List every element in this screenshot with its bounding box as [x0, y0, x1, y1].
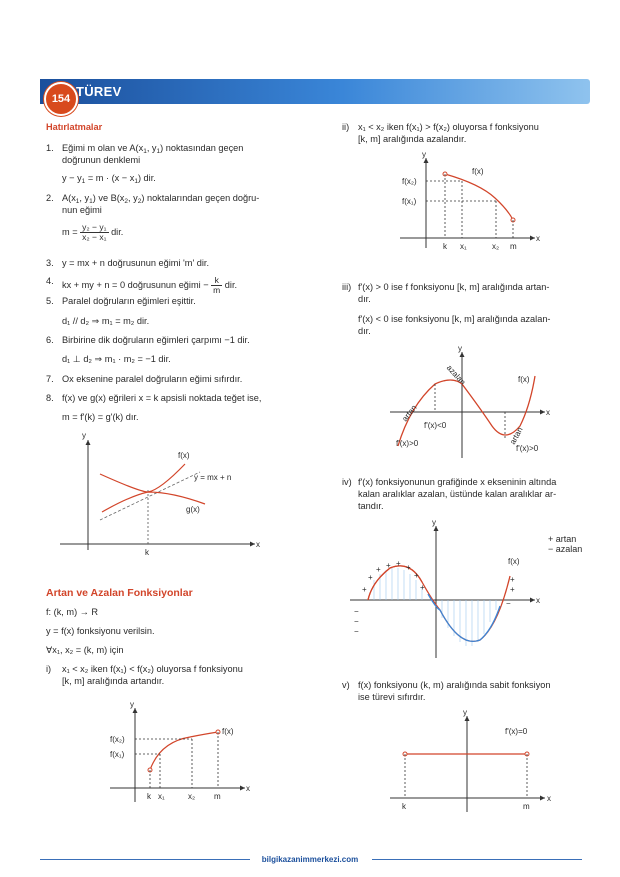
item7-text: Ox eksenine paralel doğruların eğimi sıfırdır. — [62, 374, 243, 384]
chapter-header-bar — [40, 79, 590, 104]
item-ii-line2: [k, m] aralığında azalandır. — [358, 134, 467, 144]
constant-graph — [385, 710, 560, 815]
graph6-y-label: y — [463, 708, 467, 717]
graph4-y-label: y — [458, 344, 462, 353]
graph3-x-label: x — [536, 234, 540, 243]
item-roman-iv: iv) — [342, 477, 352, 487]
graph6-fprime-label: f'(x)=0 — [505, 727, 528, 736]
plus-sign: + — [362, 585, 367, 594]
plus-sign: + — [396, 559, 401, 568]
graph1-x-label: x — [256, 540, 260, 549]
reminders-heading: Hatırlatmalar — [46, 122, 103, 132]
graph1-k-label: k — [145, 548, 149, 557]
item8-formula: m = f'(k) = g'(k) dır. — [62, 412, 139, 422]
graph1-gx-label: g(x) — [186, 505, 200, 514]
plus-sign: + — [368, 573, 373, 582]
graph5-x-label: x — [536, 596, 540, 605]
item-iii-line3: f'(x) < 0 ise fonksiyonu [k, m] aralığında azalan- — [358, 314, 551, 324]
graph6-m-label: m — [523, 802, 530, 811]
minus-sign: − — [354, 627, 359, 636]
plus-sign: + — [420, 583, 425, 592]
graph1-y-label: y — [82, 431, 86, 440]
item-v-line1: f(x) fonksiyonu (k, m) aralığında sabit fonksiyon — [358, 680, 551, 690]
item3-text: y = mx + n doğrusunun eğimi 'm' dir. — [62, 258, 210, 268]
definition-forall: ∀x₁, x₂ = (k, m) için — [46, 645, 124, 655]
item-i-line2: [k, m] aralığında artandır. — [62, 676, 165, 686]
graph3-fx2-label: f(x₂) — [402, 177, 417, 186]
graph3-y-label: y — [422, 150, 426, 159]
graph2-x1-label: x₁ — [158, 792, 165, 801]
graph5-legend-artan: + artan — [548, 534, 577, 544]
graph6-k-label: k — [402, 802, 406, 811]
plus-sign: + — [386, 561, 391, 570]
minus-sign: − — [354, 607, 359, 616]
plus-sign: + — [376, 565, 381, 574]
minus-sign: − — [354, 617, 359, 626]
item1-line2: doğrunun denklemi — [62, 155, 141, 165]
footer-website: bilgikazanimmerkezi.com — [261, 855, 359, 864]
graph4-fneg-label: f'(x)<0 — [424, 421, 447, 430]
graph4-azalan-label: azalan — [444, 363, 468, 387]
graph4-artan2-label: artan — [508, 425, 525, 446]
item-number: 2. — [46, 193, 54, 203]
item-roman-v: v) — [342, 680, 350, 690]
section-heading: Artan ve Azalan Fonksiyonlar — [46, 587, 193, 599]
plus-sign: + — [510, 575, 515, 584]
item8-line1: f(x) ve g(x) eğrileri x = k apsisli noktada teğet ise, — [62, 393, 262, 403]
graph4-fpos2-label: f'(x)>0 — [516, 444, 539, 453]
item-number: 1. — [46, 143, 54, 153]
item-iii-line2: dır. — [358, 294, 371, 304]
item-v-line2: ise türevi sıfırdır. — [358, 692, 426, 702]
graph2-fx2-label: f(x₂) — [110, 735, 125, 744]
graph2-fx-label: f(x) — [222, 727, 234, 736]
item-i-line1: x₁ < x₂ iken f(x₁) < f(x₂) oluyorsa f fonksiyonu — [62, 664, 243, 674]
graph3-x1-label: x₁ — [460, 242, 467, 251]
graph4-x-label: x — [546, 408, 550, 417]
plus-sign: + — [406, 563, 411, 572]
page-number-badge: 154 — [44, 82, 78, 116]
item6-text: Birbirine dik doğruların eğimleri çarpımı −1 dir. — [62, 335, 250, 345]
item4-text: kx + my + n = 0 doğrusunun eğimi − $\frac{k}{m}$ dir. — [62, 275, 238, 295]
increasing-graph — [100, 702, 260, 812]
sign-region-graph — [340, 518, 590, 668]
item-iii-line4: dır. — [358, 326, 371, 336]
item1-line1: Eğimi m olan ve $A(x_1$, $y_1$) noktasından geçen — [62, 143, 244, 155]
item-iv-line3: tandır. — [358, 501, 384, 511]
graph5-legend-azalan: − azalan — [548, 544, 583, 554]
graph1-line-label: y = mx + n — [194, 473, 232, 482]
minus-sign: − — [506, 599, 511, 608]
item-iv-line1: f'(x) fonksiyonunun grafiğinde x ekseninin altında — [358, 477, 557, 487]
graph6-x-label: x — [547, 794, 551, 803]
derivative-sign-graph — [380, 346, 570, 466]
item-number: 8. — [46, 393, 54, 403]
plus-sign: + — [510, 585, 515, 594]
item5-formula: d₁ // d₂ ⇒ m₁ = m₂ dir. — [62, 316, 150, 326]
item-number: 7. — [46, 374, 54, 384]
graph3-x2-label: x₂ — [492, 242, 500, 251]
graph2-k-label: k — [147, 792, 151, 801]
graph4-fx-label: f(x) — [518, 375, 530, 384]
graph3-m-label: m — [510, 242, 517, 251]
item-roman-i: i) — [46, 664, 52, 674]
graph4-fpos1-label: f'(x)>0 — [396, 439, 419, 448]
graph2-x2-label: x₂ — [188, 792, 196, 801]
graph3-fx-label: f(x) — [472, 167, 484, 176]
graph1-fx-label: f(x) — [178, 451, 190, 460]
item-roman-ii: ii) — [342, 122, 350, 132]
decreasing-graph — [390, 152, 550, 257]
item2-line1: $A(x_1$, $y_1$) ve $B(x_2$, $y_2$) noktalarından geçen doğru- — [62, 193, 260, 205]
definition-function: y = f(x) fonksiyonu verilsin. — [46, 626, 155, 636]
graph2-fx1-label: f(x₁) — [110, 750, 125, 759]
item1-formula: $y - y_1 = m \cdot (x - x_1)$ dir. — [62, 173, 156, 185]
graph2-y-label: y — [130, 700, 134, 709]
plus-sign: + — [414, 571, 419, 580]
item2-formula: m = $\frac{\text{y₂ − y₁}}{\text{x₂ − x₁}}$ dir. — [62, 222, 124, 242]
item-number: 6. — [46, 335, 54, 345]
item-number: 5. — [46, 296, 54, 306]
graph3-k-label: k — [443, 242, 447, 251]
item-iii-line1: f'(x) > 0 ise f fonksiyonu [k, m] aralığında artan- — [358, 282, 550, 292]
item-iv-line2: kalan aralıklar azalan, üstünde kalan aralıklar ar- — [358, 489, 557, 499]
graph2-m-label: m — [214, 792, 221, 801]
tangent-graph — [60, 432, 270, 562]
graph2-x-label: x — [246, 784, 250, 793]
item-roman-iii: iii) — [342, 282, 352, 292]
item-number: 3. — [46, 258, 54, 268]
graph3-fx1-label: f(x₁) — [402, 197, 417, 206]
graph5-y-label: y — [432, 518, 436, 527]
graph4-artan1-label: artan — [400, 403, 419, 424]
definition-domain: f: (k, m) → R — [46, 607, 99, 617]
item2-line2: nun eğimi — [62, 205, 102, 215]
graph5-fx-label: f(x) — [508, 557, 520, 566]
item6-formula: d₁ ⊥ d₂ ⇒ m₁ · m₂ = −1 dir. — [62, 354, 171, 364]
item-ii-line1: x₁ < x₂ iken f(x₁) > f(x₂) oluyorsa f fonksiyonu — [358, 122, 539, 132]
chapter-title: TÜREV — [76, 84, 122, 99]
item5-text: Paralel doğruların eğimleri eşittir. — [62, 296, 196, 306]
item-number: 4. — [46, 276, 54, 286]
